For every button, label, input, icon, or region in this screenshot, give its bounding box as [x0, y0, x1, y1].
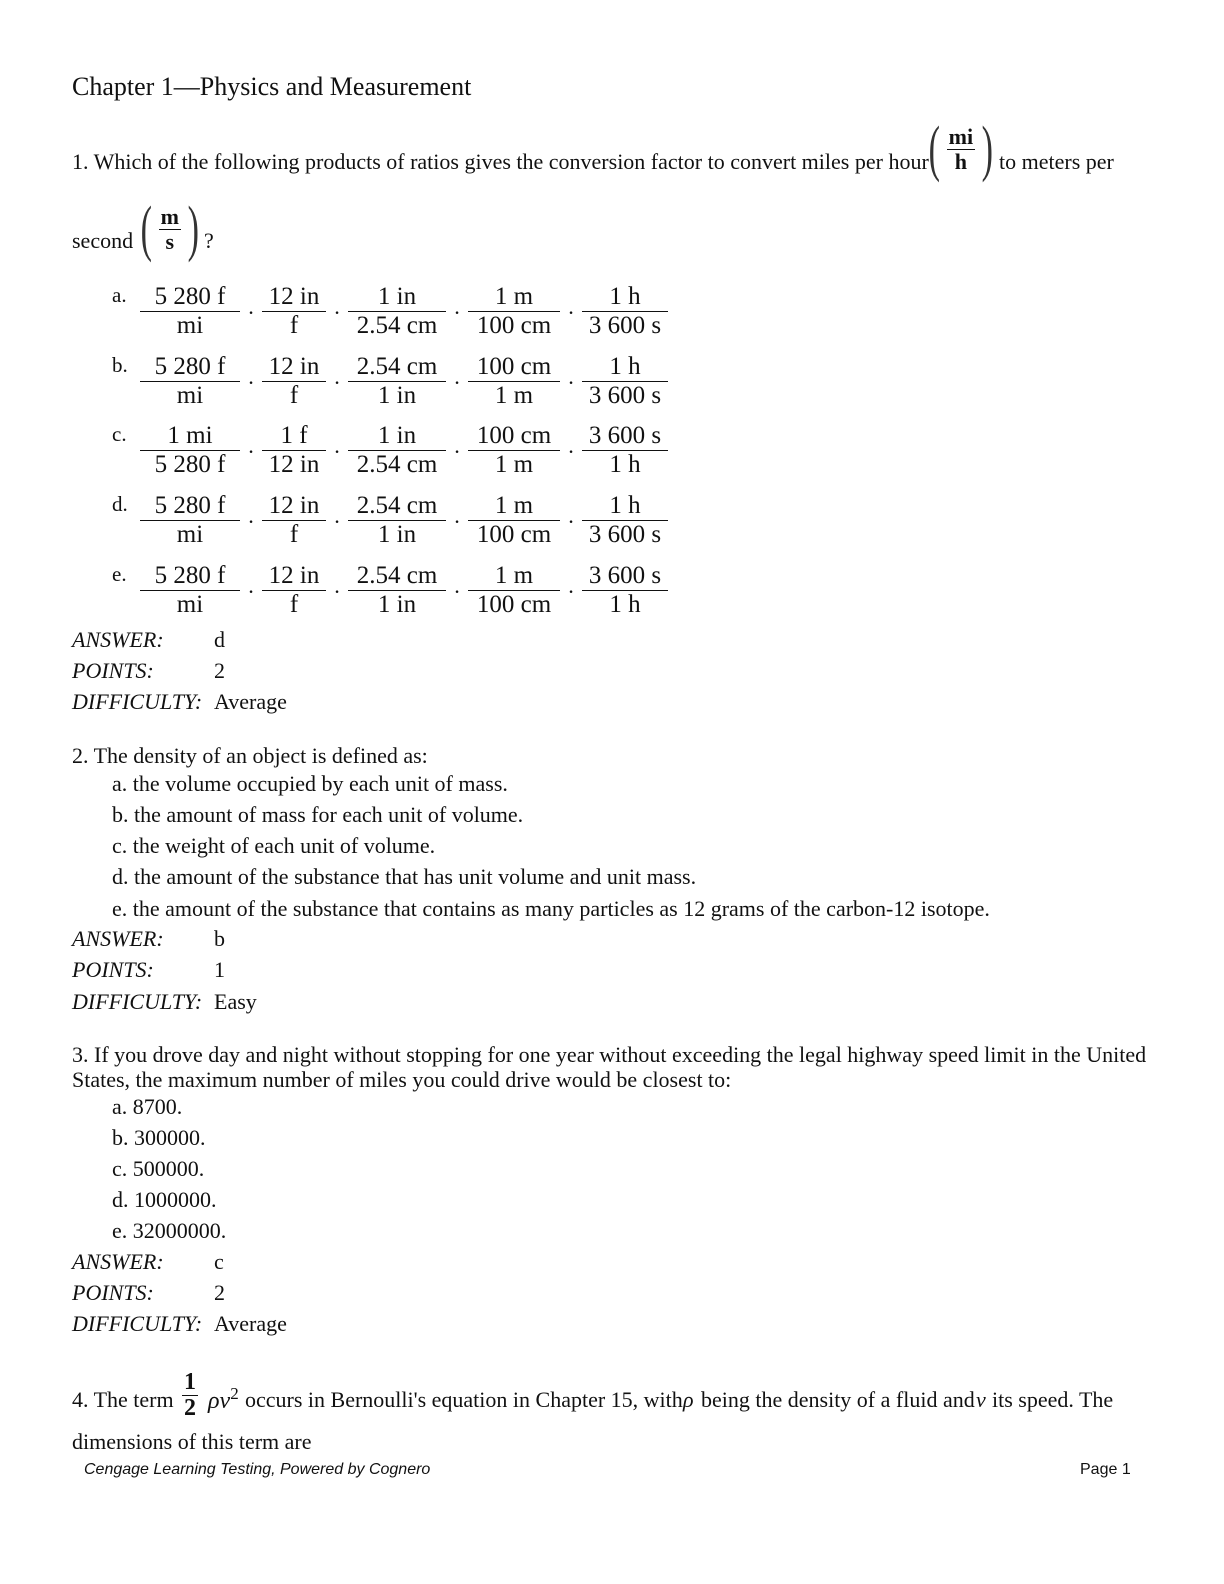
multiply-dot: ·: [567, 439, 575, 464]
option-row: [112, 562, 668, 619]
option-a: a. the volume occupied by each unit of mass.: [112, 771, 508, 796]
v-symbol: v: [219, 1388, 231, 1414]
ratio-fraction: [348, 492, 446, 549]
multiply-dot: ·: [453, 579, 461, 604]
question-3-text-line2: States, the maximum number of miles you could drive would be closest to:: [72, 1067, 732, 1092]
ratio-fraction: [348, 422, 446, 479]
option-d: d. 1000000.: [112, 1187, 217, 1212]
ratio-fraction: [468, 283, 560, 340]
numerator: 1 in: [348, 283, 446, 312]
right-paren: ): [981, 115, 994, 183]
ratio-fraction: [582, 562, 668, 619]
option-b: b. 300000.: [112, 1125, 206, 1150]
answer-label: ANSWER:: [72, 1249, 164, 1274]
question-2-text: 2. The density of an object is defined as:: [72, 743, 428, 768]
denominator: mi: [176, 381, 204, 409]
ratio-fraction: [262, 283, 326, 340]
ratio-fraction: [140, 492, 240, 549]
question-3-text-line1: 3. If you drove day and night without stopping for one year without exceeding the legal highway speed limit in the United: [72, 1042, 1147, 1067]
ratio-fraction: [140, 283, 240, 340]
multiply-dot: ·: [453, 509, 461, 534]
option-letter: e.: [112, 562, 127, 586]
denominator: 3 600 s: [588, 381, 662, 409]
numerator: 5 280 f: [140, 562, 240, 591]
numerator: 5 280 f: [140, 492, 240, 521]
numerator: m: [160, 204, 179, 230]
numerator: 5 280 f: [140, 353, 240, 382]
denominator: 5 280 f: [154, 450, 226, 478]
points-label: POINTS:: [72, 1280, 154, 1305]
difficulty-label: DIFFICULTY:: [72, 689, 203, 714]
option-row: [112, 422, 668, 479]
multiply-dot: ·: [567, 370, 575, 395]
numerator: 1: [184, 1369, 196, 1395]
left-paren: (: [140, 195, 153, 263]
chapter-title: Chapter 1—Physics and Measurement: [72, 72, 472, 101]
multiply-dot: ·: [333, 439, 341, 464]
numerator: 3 600 s: [582, 562, 668, 591]
denominator: 1 m: [494, 381, 534, 409]
multiply-dot: ·: [247, 300, 255, 325]
question-1-text-after: to meters per: [999, 149, 1114, 174]
multiply-dot: ·: [247, 439, 255, 464]
numerator: mi: [948, 124, 974, 150]
denominator: 1 h: [609, 590, 641, 618]
answer-value: d: [214, 627, 225, 652]
ratio-fraction: [468, 562, 560, 619]
denominator: s: [165, 228, 175, 254]
ratio-fraction: [468, 422, 560, 479]
rho-symbol-inline: ρ: [683, 1387, 694, 1412]
points-label: POINTS:: [72, 658, 154, 683]
denominator: 1 in: [377, 520, 417, 548]
unit-m-per-s: [136, 195, 204, 263]
denominator: f: [289, 520, 299, 548]
numerator: 12 in: [262, 492, 326, 521]
option-row: [112, 283, 668, 340]
numerator: 5 280 f: [140, 283, 240, 312]
option-letter: b.: [112, 353, 128, 377]
numerator: 1 f: [262, 422, 326, 451]
numerator: 2.54 cm: [348, 562, 446, 591]
numerator: 1 h: [582, 492, 668, 521]
left-paren: (: [928, 115, 941, 183]
multiply-dot: ·: [333, 509, 341, 534]
denominator: 2: [184, 1395, 196, 1422]
denominator: 3 600 s: [588, 311, 662, 339]
difficulty-value: Easy: [214, 989, 257, 1014]
numerator: 12 in: [262, 562, 326, 591]
page-number: Page 1: [1080, 1461, 1131, 1478]
option-e: e. the amount of the substance that contains as many particles as 12 grams of the carbon-12 isotope.: [112, 896, 990, 921]
denominator: 100 cm: [476, 520, 552, 548]
denominator: f: [289, 311, 299, 339]
denominator: f: [289, 381, 299, 409]
option-c: c. 500000.: [112, 1156, 205, 1181]
exponent: 2: [230, 1384, 239, 1403]
option-row: [112, 492, 668, 549]
multiply-dot: ·: [567, 579, 575, 604]
answer-value: c: [214, 1249, 224, 1274]
denominator: 1 in: [377, 381, 417, 409]
multiply-dot: ·: [567, 300, 575, 325]
ratio-fraction: [582, 283, 668, 340]
numerator: 1 m: [468, 562, 560, 591]
answer-label: ANSWER:: [72, 926, 164, 951]
denominator: 1 h: [609, 450, 641, 478]
points-value: 2: [214, 658, 225, 683]
numerator: 12 in: [262, 353, 326, 382]
unit-mi-per-h: [924, 115, 998, 183]
multiply-dot: ·: [567, 509, 575, 534]
points-value: 1: [214, 957, 225, 982]
ratio-fraction: [262, 492, 326, 549]
denominator: 100 cm: [476, 311, 552, 339]
multiply-dot: ·: [333, 370, 341, 395]
answer-label: ANSWER:: [72, 627, 164, 652]
one-half-fraction: [182, 1370, 198, 1421]
ratio-fraction: [140, 562, 240, 619]
denominator: f: [289, 590, 299, 618]
ratio-fraction: [262, 422, 326, 479]
question-4-text-start: 4. The term: [72, 1387, 174, 1412]
numerator: 1 in: [348, 422, 446, 451]
difficulty-value: Average: [214, 1311, 287, 1336]
points-value: 2: [214, 1280, 225, 1305]
ratio-fraction: [348, 562, 446, 619]
multiply-dot: ·: [247, 509, 255, 534]
question-4-text-end: its speed. The: [992, 1387, 1114, 1412]
question-4-text-mid: occurs in Bernoulli's equation in Chapter 15, with: [245, 1387, 683, 1412]
multiply-dot: ·: [453, 300, 461, 325]
question-mark: ?: [204, 228, 214, 253]
denominator: mi: [176, 520, 204, 548]
ratio-fraction: [262, 562, 326, 619]
ratio-fraction: [582, 353, 668, 410]
points-label: POINTS:: [72, 957, 154, 982]
numerator: 1 h: [582, 353, 668, 382]
option-e: e. 32000000.: [112, 1218, 227, 1243]
numerator: 100 cm: [468, 422, 560, 451]
numerator: 1 h: [582, 283, 668, 312]
denominator: 12 in: [268, 450, 320, 478]
option-letter: a.: [112, 283, 127, 307]
numerator: 1 mi: [140, 422, 240, 451]
denominator: mi: [176, 311, 204, 339]
question-4-text-mid2: being the density of a fluid and: [701, 1387, 975, 1412]
fraction: [947, 125, 975, 172]
ratio-fraction: [262, 353, 326, 410]
fraction: [159, 205, 181, 252]
ratio-fraction: [582, 492, 668, 549]
denominator: mi: [176, 590, 204, 618]
denominator: 2.54 cm: [356, 311, 438, 339]
numerator: 2.54 cm: [348, 353, 446, 382]
ratio-fraction: [140, 353, 240, 410]
numerator: 12 in: [262, 283, 326, 312]
ratio-fraction: [348, 283, 446, 340]
multiply-dot: ·: [247, 579, 255, 604]
ratio-fraction: [468, 353, 560, 410]
right-paren: ): [187, 195, 199, 263]
multiply-dot: ·: [247, 370, 255, 395]
numerator: 100 cm: [468, 353, 560, 382]
numerator: 1 m: [468, 492, 560, 521]
option-letter: c.: [112, 422, 127, 446]
numerator: 2.54 cm: [348, 492, 446, 521]
rho-symbol: ρ: [208, 1388, 220, 1414]
denominator: 2.54 cm: [356, 450, 438, 478]
ratio-fraction: [582, 422, 668, 479]
question-1-text-line2: second: [72, 228, 134, 253]
ratio-fraction: [140, 422, 240, 479]
denominator: h: [954, 148, 967, 174]
numerator: 1 m: [468, 283, 560, 312]
option-row: [112, 353, 668, 410]
fraction: [182, 1370, 198, 1421]
option-a: a. 8700.: [112, 1094, 183, 1119]
ratio-fraction: [348, 353, 446, 410]
multiply-dot: ·: [453, 439, 461, 464]
difficulty-label: DIFFICULTY:: [72, 1311, 203, 1336]
difficulty-label: DIFFICULTY:: [72, 989, 203, 1014]
denominator: 1 m: [494, 450, 534, 478]
ratio-fraction: [468, 492, 560, 549]
option-b: b. the amount of mass for each unit of volume.: [112, 802, 524, 827]
option-letter: d.: [112, 492, 128, 516]
numerator: 3 600 s: [582, 422, 668, 451]
denominator: 3 600 s: [588, 520, 662, 548]
denominator: 100 cm: [476, 590, 552, 618]
question-1-text: 1. Which of the following products of ratios gives the conversion factor to convert miles per hour: [72, 149, 929, 174]
rho-v-squared: [208, 1384, 239, 1415]
multiply-dot: ·: [453, 370, 461, 395]
question-4-text-line2: dimensions of this term are: [72, 1429, 312, 1454]
option-d: d. the amount of the substance that has unit volume and unit mass.: [112, 864, 697, 889]
answer-value: b: [214, 926, 225, 951]
denominator: 1 in: [377, 590, 417, 618]
v-symbol-inline: v: [976, 1387, 986, 1412]
difficulty-value: Average: [214, 689, 287, 714]
option-c: c. the weight of each unit of volume.: [112, 833, 436, 858]
multiply-dot: ·: [333, 300, 341, 325]
multiply-dot: ·: [333, 579, 341, 604]
footer-credit: Cengage Learning Testing, Powered by Cognero: [84, 1461, 431, 1478]
